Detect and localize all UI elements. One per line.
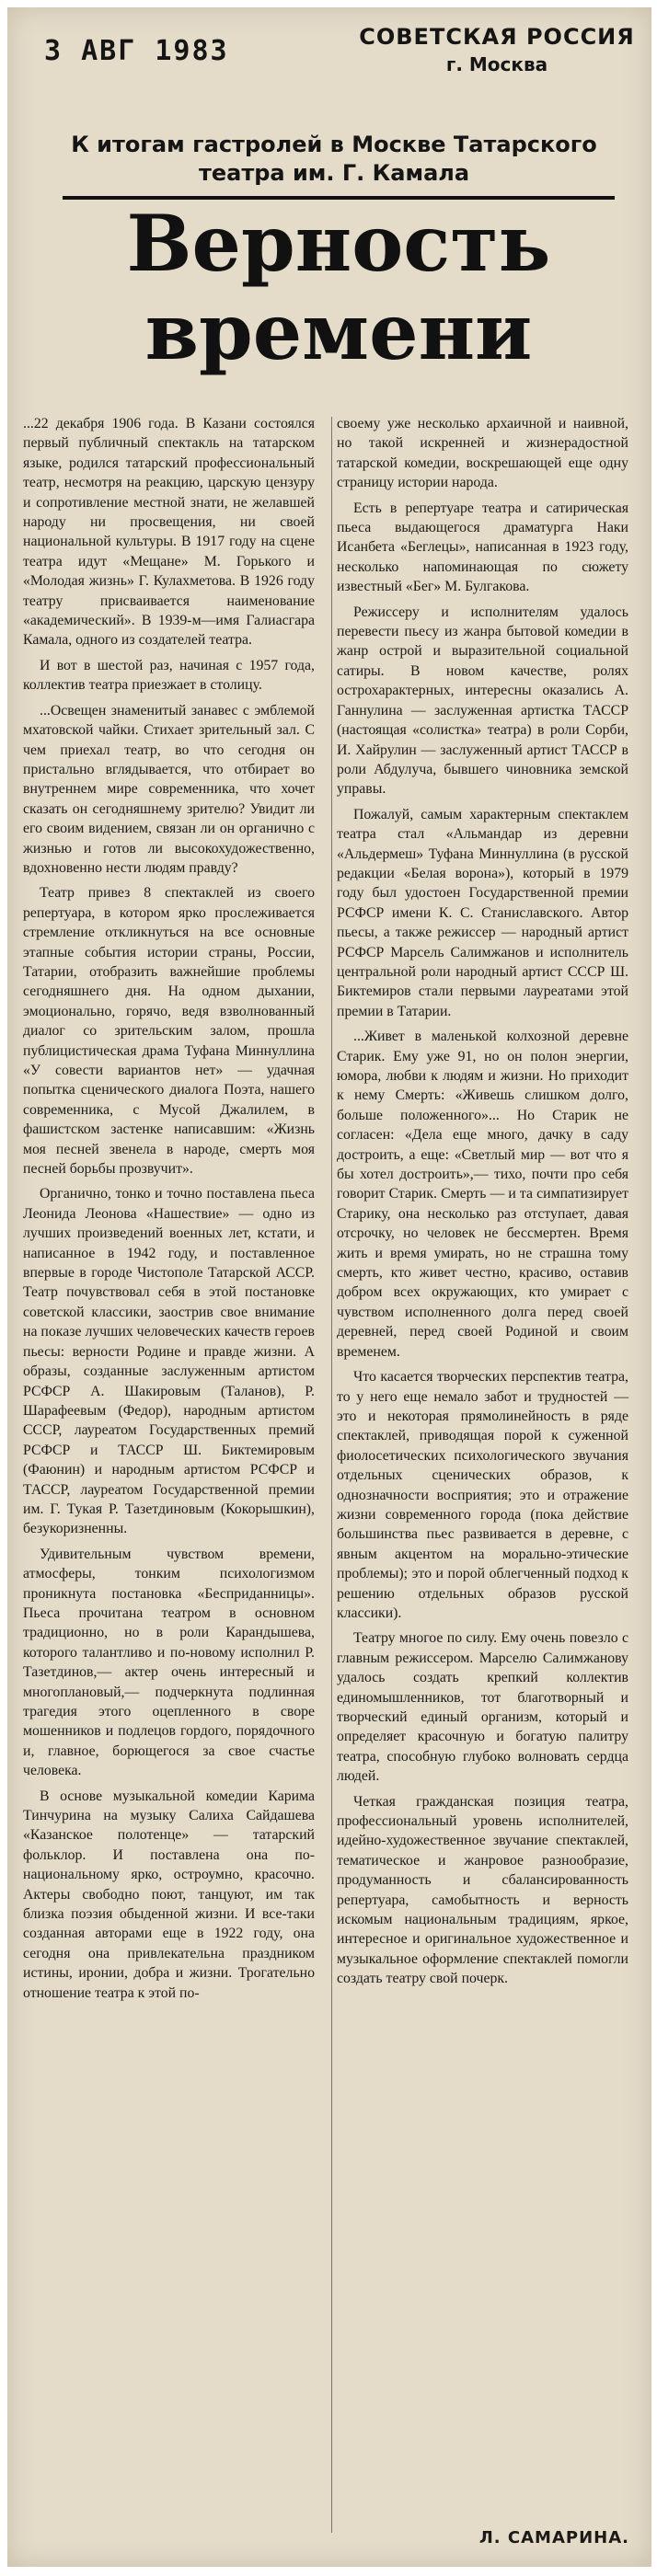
- paragraph: Есть в репертуаре театра и сатирическая пьеса выдающегося драматурга Наки Исанбета «Беглецы», написанная в 1923 году, несколько напоминающая по сюжету известный «Бег» М. Булгакова.: [337, 500, 628, 595]
- paragraph: В основе музыкальной комедии Карима Тинчурина на музыку Салиха Сайдашева «Казанское полотенце» — татарский фольклор. И поставлена она по-национальному ярко, остроумно, красочно. Актеры свободно поют, танцуют, им так близка поэзия обыденной жизни. И все-таки созданная авторами еще в 1922 году, она сегодня она привлекательна праздником истины, иронии, добра и жизни. Трогательно отношение театра к этой по-: [23, 1788, 315, 2001]
- paragraph: ...22 декабря 1906 года. В Казани состоялся первый публичный спектакль на татарском языке, родился татарский профессиональный театр, несмотря на реакцию, царскую цензуру и сопротивление местной знати, не желавшей народу ни просвещения, ни своей национальной культуры. В 1917 году на сцене театра идут «Мещане» М. Горького и «Молодая жизнь» Г. Кулахметова. В 1926 году театру присваивается наименование «академический». В 1939-м—имя Галиасгара Камала, одного из создателей театра.: [23, 416, 315, 649]
- paragraph: Четкая гражданская позиция театра, профессиональный уровень исполнителей, идейно-художественное звучание спектаклей, тематическое и жанровое разнообразие, продуманность и сбалансированность репертуара, самобытность и верность искомым национальным традициям, яркое, интересное и оригинальное художественное и музыкальное оформление спектаклей помогли создать театру свой почерк.: [337, 1793, 628, 1987]
- article-column-left: [23, 414, 315, 2008]
- paragraph: Режиссеру и исполнителям удалось перевести пьесу из жанра бытовой комедии в жанр острой и выразительной социальной сатиры. В новом качестве, ролях острохарактерных, интересны оказались А. Ганнулина — заслуженная артистка ТАССР (настоящая «солистка» театра) в роли Сорби, И. Хайрулин — заслуженный артист ТАССР в роли Абдулуча, бывшего чиновника земской управы.: [337, 604, 628, 798]
- paragraph: ...Освещен знаменитый занавес с эмблемой мхатовской чайки. Стихает зрительный зал. С чем приехал театр, во что сегодня он пристально вглядывается, что отбирает во внутреннем мире современника, что хочет сказать он сегодняшнему зрителю? Увидит ли его своим видением, связан ли он органично с жизнью и готов ли высокохудожественно, вдохновенно нести людям правду?: [23, 702, 315, 876]
- paragraph: И вот в шестой раз, начиная с 1957 года, коллектив театра приезжает в столицу.: [23, 657, 315, 694]
- headline: Верность времени: [63, 196, 615, 388]
- author-signature: Л. САМАРИНА.: [478, 2528, 629, 2547]
- paragraph: своему уже несколько архаичной и наивной, но такой искренней и жизнерадостной татарской комедии, воскрешающей еще одну страницу истории народа.: [337, 416, 628, 491]
- column-divider: [331, 417, 332, 2533]
- paragraph: ...Живет в маленькой колхозной деревне Старик. Ему уже 91, но он полон энергии, юмора, любви к людям и жизни. Но приходит к нему Смерть: «Живешь слишком долго, больше положенного»... Но Старик не согласен: «Дела еще много, дачку в саду достроить, а еще: «Светлый мир — вот что я бы хотел достроить»,— тихо, почти про себя говорит Старик. Смерть — и та симпатизирует Старику, она несколько раз отступает, давая отсрочку, но человек не бессмертен. Время жить и время умирать, но не страшна тому смерть, кто живет честно, красиво, оставив добром всех окружающих, кто умирает с чувством исполненного долга перед своей деревней, перед своей Родиной и своим временем.: [337, 1029, 628, 1360]
- paragraph: Удивительным чувством времени, атмосферы, тонким психологизмом проникнута постановка «Бесприданницы». Пьеса прочитана театром в основном традиционно, но в роли Карандышева, которого талантливо и по-новому исполнил Р. Тазетдинов,— актер очень интересный и многоплановый,— подчеркнута подлинная трагедия этого оцепленного в своре мошенников и подлецов гордого, порядочного и, главное, борющегося за свое счастье человека.: [23, 1546, 315, 1779]
- newspaper-city: г. Москва: [445, 53, 548, 75]
- kicker: К итогам гастролей в Москве Татарского театра им. Г. Камала: [71, 132, 597, 186]
- date-stamp: 3 АВГ 1983: [44, 35, 229, 67]
- paragraph: Театру многое по силу. Ему очень повезло с главным режиссером. Марселю Салимжанову удалось создать крепкий коллектив единомышленников, тот благотворный и творческий единый организм, который и определяет красочную и богатую палитру театра, способную глубоко волновать сердца людей.: [337, 1630, 628, 1785]
- newspaper-name: СОВЕТСКАЯ РОССИЯ: [359, 24, 635, 50]
- masthead: [359, 24, 635, 75]
- paragraph: Что касается творческих перспектив театра, то у него еще немало забот и трудностей — это и некоторая прямолинейность в ряде спектаклей, приводящая порой к суженной фиолосетических психологического звучания отдельных сценических образов, к однозначности восприятия; это и отражение жизни современного города (пока действие большинства пьес развивается в деревне, с явным акцентом на морально-этические проблемы); это и порой облегченный подход к решению отдельных образов русской классики).: [337, 1369, 628, 1621]
- paragraph: Органично, тонко и точно поставлена пьеса Леонида Леонова «Нашествие» — одно из лучших произведений военных лет, кстати, и написанное в 1942 году, и поставленное впервые в городе Чистополе Татарской АССР. Театр почувствовал себя в этой постановке советской классики, заострив свое внимание на показе лучших человеческих качеств героев пьесы: верности Родине и правде жизни. А образы, созданные заслуженным артистом РСФСР А. Шакировым (Таланов), Р. Шарафеевым (Федор), народным артистом СССР, лауреатом Государственных премий РСФСР и ТАССР Ш. Биктемировым (Фаюнин) и народным артистом РСФСР и ТАССР, лауреатом Государственной премии им. Г. Тукая Р. Тазетдиновым (Кокорышкин), безукоризненны.: [23, 1186, 315, 1537]
- paragraph: Театр привез 8 спектаклей из своего репертуара, в котором ярко прослеживается стремление откликнуться на все основные этапные события истории страны, России, Татарии, отобразить важнейшие проблемы сегодняшнего дня. На одном дыхании, эмоционально, горячо, ведя взволнованный диалог со зрительским залом, прошла публицистическая драма Туфана Миннуллина «У совести вариантов нет» — удачная попытка сценического диалога Поэта, нашего современника, с Мусой Джалилем, в фашистском застенке написавшим: «Жизнь моя песней звенела в народе, смерть моя песней борьбы прозвучит».: [23, 885, 315, 1178]
- paragraph: Пожалуй, самым характерным спектаклем театра стал «Альмандар из деревни «Альдермеш» Туфана Миннуллина (в русской редакции «Белая ворона»), который в 1979 году был удостоен Государственной премии РСФСР имени К. С. Станиславского. Автор пьесы, а также режиссер — народный артист РСФСР Марсель Салимжанов и исполнитель центральной роли народный артист СССР Ш. Биктемиров стали первыми лауреатами этой премии в Татарии.: [337, 806, 628, 1019]
- article-column-right: [337, 414, 628, 1995]
